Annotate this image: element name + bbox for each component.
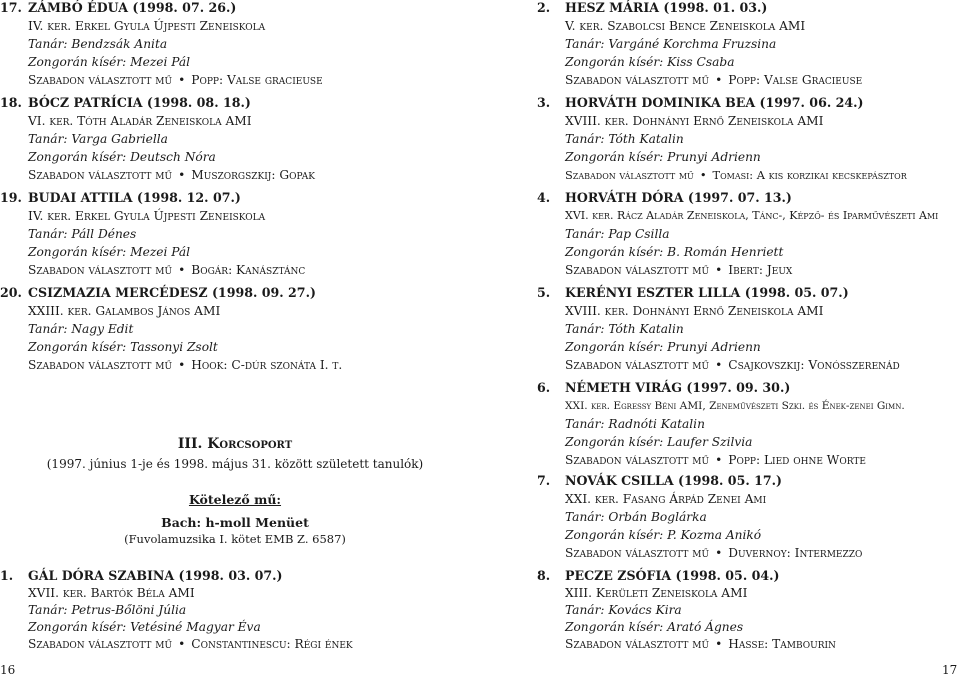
- entry-accompanist: Zongorán kísér: Mezei Pál: [28, 55, 191, 69]
- entry-teacher: Tanár: Páll Dénes: [28, 227, 137, 241]
- entry-piece-line: [565, 167, 907, 183]
- entry-name: CSIZMAZIA MERCÉDESZ (1998. 09. 27.): [28, 285, 316, 300]
- entry-teacher: Tanár: Pap Csilla: [565, 227, 670, 241]
- entry-accompanist: Zongorán kísér: B. Román Henriett: [565, 245, 784, 259]
- entry-accompanist: Zongorán kísér: Kiss Csaba: [565, 55, 735, 69]
- free-choice-label: Szabadon választott mű: [565, 168, 694, 182]
- free-choice-label: Szabadon választott mű: [28, 358, 173, 372]
- entry-accompanist: Zongorán kísér: P. Kozma Anikó: [565, 528, 762, 542]
- entry-accompanist: Zongorán kísér: Deutsch Nóra: [28, 150, 216, 164]
- bullet-icon: •: [699, 168, 707, 182]
- entry-number: 7.: [537, 473, 551, 488]
- entry-name: HORVÁTH DOMINIKA BEA (1997. 06. 24.): [565, 95, 864, 110]
- entry-number: 20.: [0, 285, 22, 300]
- free-choice-label: Szabadon választott mű: [565, 546, 710, 560]
- entry-accompanist: Zongorán kísér: Prunyi Adrienn: [565, 150, 761, 164]
- entry-number: 5.: [537, 285, 551, 300]
- entry-accompanist: Zongorán kísér: Vetésiné Magyar Éva: [28, 620, 261, 634]
- entry-school: IV. ker. Erkel Gyula Újpesti Zeneiskola: [28, 209, 266, 223]
- entry-piece-line: [28, 72, 323, 88]
- free-choice-label: Szabadon választott mű: [565, 453, 710, 467]
- entry-school: XVI. ker. Rácz Aladár Zeneiskola, Tánc-, Képző- és Iparművészeti Ami: [565, 209, 939, 222]
- entry-school: VI. ker. Tóth Aladár Zeneiskola AMI: [28, 114, 252, 128]
- entry-teacher: Tanár: Tóth Katalin: [565, 322, 684, 336]
- free-choice-label: Szabadon választott mű: [28, 263, 173, 277]
- free-choice-label: Szabadon választott mű: [565, 263, 710, 277]
- entry-number: 17.: [0, 0, 22, 15]
- required-piece: Bach: h-moll Menüet: [161, 515, 309, 530]
- entry-school: XXIII. ker. Galambos János AMI: [28, 304, 221, 318]
- entry-name: HESZ MÁRIA (1998. 01. 03.): [565, 0, 768, 15]
- bullet-icon: •: [715, 637, 723, 651]
- bullet-icon: •: [178, 358, 186, 372]
- free-choice-label: Szabadon választott mű: [28, 168, 173, 182]
- entry-accompanist: Zongorán kísér: Mezei Pál: [28, 245, 191, 259]
- free-choice-label: Szabadon választott mű: [28, 637, 173, 651]
- bullet-icon: •: [178, 73, 186, 87]
- required-source: (Fuvolamuzsika I. kötet EMB Z. 6587): [124, 532, 346, 546]
- entry-name: ZÁMBÓ ÉDUA (1998. 07. 26.): [28, 0, 237, 15]
- entry-number: 8.: [537, 568, 551, 583]
- entry-teacher: Tanár: Varga Gabriella: [28, 132, 168, 146]
- piece-title: Muszorgszkij: Gopak: [191, 168, 315, 182]
- bullet-icon: •: [178, 263, 186, 277]
- entry-name: PECZE ZSÓFIA (1998. 05. 04.): [565, 568, 780, 583]
- entry-school: IV. ker. Erkel Gyula Újpesti Zeneiskola: [28, 19, 266, 33]
- entry-teacher: Tanár: Orbán Boglárka: [565, 510, 707, 524]
- entry-name: GÁL DÓRA SZABINA (1998. 03. 07.): [28, 568, 283, 583]
- entry-school: XIII. Kerületi Zeneiskola AMI: [565, 586, 748, 600]
- piece-title: Bogár: Kanásztánc: [191, 263, 306, 277]
- bullet-icon: •: [715, 263, 723, 277]
- entry-number: 19.: [0, 190, 22, 205]
- section-title: [0, 436, 470, 452]
- piece-title: Ibert: Jeux: [728, 263, 793, 277]
- entry-number: 4.: [537, 190, 551, 205]
- entry-accompanist: Zongorán kísér: Tassonyi Zsolt: [28, 340, 218, 354]
- piece-title: Csajkovszkij: Vonósszerenád: [728, 358, 900, 372]
- entry-teacher: Tanár: Petrus-Bőlöni Júlia: [28, 603, 187, 617]
- bullet-icon: •: [178, 637, 186, 651]
- bullet-icon: •: [178, 168, 186, 182]
- entry-teacher: Tanár: Bendzsák Anita: [28, 37, 168, 51]
- entry-piece-line: [28, 636, 353, 652]
- entry-teacher: Tanár: Tóth Katalin: [565, 132, 684, 146]
- entry-number: 2.: [537, 0, 551, 15]
- entry-teacher: Tanár: Nagy Edit: [28, 322, 134, 336]
- entry-accompanist: Zongorán kísér: Prunyi Adrienn: [565, 340, 761, 354]
- entry-piece-line: [28, 357, 342, 373]
- page-number-left: 16: [0, 663, 16, 677]
- entry-piece-line: [565, 636, 836, 652]
- piece-title: Popp: Valse Gracieuse: [728, 73, 863, 87]
- entry-name: BUDAI ATTILA (1998. 12. 07.): [28, 190, 241, 205]
- entry-piece-line: [565, 72, 862, 88]
- piece-title: Hook: C-dúr szonáta I. t.: [191, 358, 343, 372]
- entry-number: 3.: [537, 95, 551, 110]
- piece-title: Constantinescu: Régi ének: [191, 637, 353, 651]
- bullet-icon: •: [715, 73, 723, 87]
- entry-name: NÉMETH VIRÁG (1997. 09. 30.): [565, 380, 791, 395]
- entry-teacher: Tanár: Radnóti Katalin: [565, 417, 705, 431]
- piece-title: Hasse: Tambourin: [728, 637, 836, 651]
- entry-piece-line: [565, 357, 900, 373]
- bullet-icon: •: [715, 546, 723, 560]
- entry-accompanist: Zongorán kísér: Laufer Szilvia: [565, 435, 753, 449]
- entry-number: 1.: [0, 568, 14, 583]
- entry-teacher: Tanár: Kovács Kira: [565, 603, 682, 617]
- free-choice-label: Szabadon választott mű: [28, 73, 173, 87]
- entry-piece-line: [565, 452, 866, 468]
- piece-title: Duvernoy: Intermezzo: [728, 546, 863, 560]
- entry-name: HORVÁTH DÓRA (1997. 07. 13.): [565, 190, 792, 205]
- section-roman: III.: [177, 436, 203, 452]
- section-word: Korcsoport: [207, 436, 293, 452]
- free-choice-label: Szabadon választott mű: [565, 73, 710, 87]
- entry-name: BÓCZ PATRÍCIA (1998. 08. 18.): [28, 95, 251, 110]
- bullet-icon: •: [715, 453, 723, 467]
- piece-title: Popp: Lied ohne Worte: [728, 453, 866, 467]
- free-choice-label: Szabadon választott mű: [565, 637, 710, 651]
- section-subtitle: (1997. június 1-je és 1998. május 31. között született tanulók): [46, 457, 424, 471]
- entry-number: 18.: [0, 95, 22, 110]
- entry-piece-line: [565, 545, 862, 561]
- entry-school: XVIII. ker. Dohnányi Ernő Zeneiskola AMI: [565, 304, 824, 318]
- entry-school: V. ker. Szabolcsi Bence Zeneiskola AMI: [565, 19, 806, 33]
- entry-piece-line: [28, 262, 305, 278]
- entry-accompanist: Zongorán kísér: Arató Ágnes: [565, 620, 744, 634]
- entry-piece-line: [565, 262, 792, 278]
- entry-school: XXI. ker. Fasang Árpád Zenei Ami: [565, 492, 767, 506]
- entry-school: XVII. ker. Bartók Béla AMI: [28, 586, 195, 600]
- entry-name: KERÉNYI ESZTER LILLA (1998. 05. 07.): [565, 285, 849, 300]
- page-number-right: 17: [942, 663, 958, 677]
- required-label: Kötelező mű:: [188, 492, 282, 507]
- piece-title: Popp: Valse gracieuse: [191, 73, 323, 87]
- piece-title: Tomasi: A kis korzikai kecskepásztor: [712, 168, 907, 182]
- entry-school: XVIII. ker. Dohnányi Ernő Zeneiskola AMI: [565, 114, 824, 128]
- entry-number: 6.: [537, 380, 551, 395]
- free-choice-label: Szabadon választott mű: [565, 358, 710, 372]
- entry-name: NOVÁK CSILLA (1998. 05. 17.): [565, 473, 782, 488]
- bullet-icon: •: [715, 358, 723, 372]
- entry-piece-line: [28, 167, 315, 183]
- entry-teacher: Tanár: Vargáné Korchma Fruzsina: [565, 37, 777, 51]
- entry-school: XXI. ker. Egressy Béni AMI, Zeneművészeti Szki. és Ének-zenei Gimn.: [565, 400, 905, 412]
